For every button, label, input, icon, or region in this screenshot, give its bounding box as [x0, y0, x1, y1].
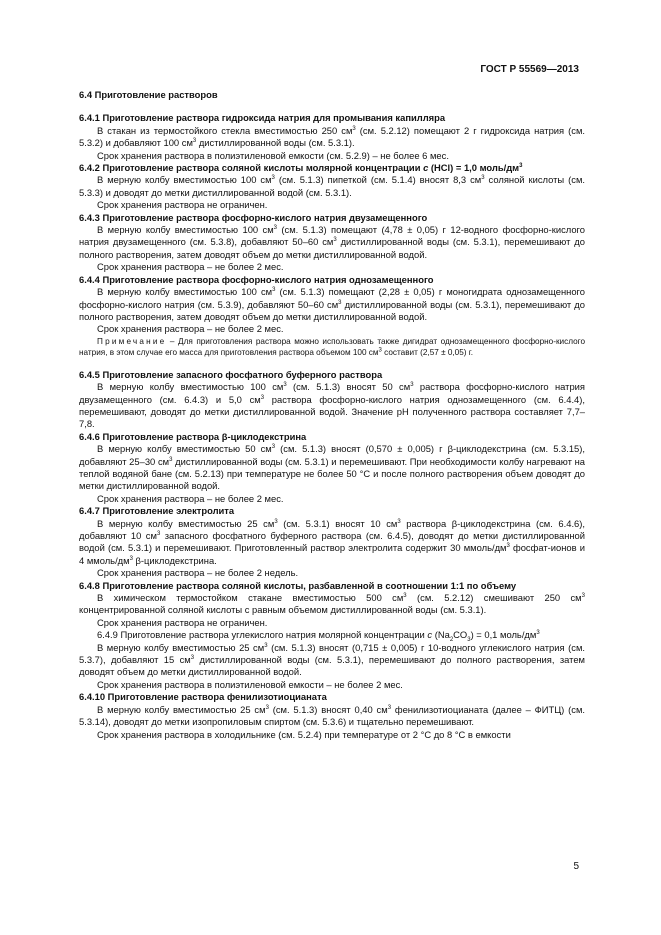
note-label: Примечание	[97, 336, 167, 346]
section-6-4-8-title: 6.4.8 Приготовление раствора соляной кислоты, разбавленной в соотношении 1:1 по объему	[79, 579, 517, 591]
section-6-4-4-note: Примечание – Для приготовления раствора можно использовать также дигидрат однозамещенного фосфорно-кислого натрия, в этом случае его масса для приготовления раствора объемом 100 $см^3$ составит (2,57 ± 0,05) г.	[79, 336, 585, 357]
section-6-4-4-title: 6.4.4 Приготовление раствора фосфорно-кислого натрия однозамещенного	[79, 273, 434, 285]
section-6-4-5-title: 6.4.5 Приготовление запасного фосфатного буферного раствора	[79, 368, 383, 380]
section-6-4-2-title: 6.4.2 Приготовление раствора соляной кислоты молярной концентрации с (HCl) = 1,0 моль/$дм^3$	[79, 162, 523, 174]
section-6-4-10-title: 6.4.10 Приготовление раствора фенилизотиоцианата	[79, 691, 327, 703]
section-6-4-1-paragraph: В стакан из термостойкого стекла вместимостью 250 $см^3$ (см. 5.2.12) помещают 2 г гидроксида натрия (см. 5.3.2) и добавляют 100 $см^3$ дистиллированной воды (см. 5.3.1).	[79, 124, 586, 149]
section-6-4-1-storage: Срок хранения раствора в полиэтиленовой емкости (см. 5.2.9) – не более 6 мес.	[97, 149, 449, 161]
section-6-4-8-storage: Срок хранения раствора не ограничен.	[97, 616, 268, 628]
section-6-4-5-paragraph: В мерную колбу вместимостью 100 $см^3$ (см. 5.1.3) вносят 50 $см^3$ раствора фосфорно-кислого натрия двузамещенного (см. 6.4.3) и 5,0 $см^3$ раствора фосфорно-кислого натрия однозамещенного (см. 6.4.4), перемешивают, доводят до метки дистиллированной водой. Значение pH полученного раствора составляет 7,7–7,8.	[79, 381, 585, 430]
section-6-4-7-paragraph: В мерную колбу вместимостью 25 $см^3$ (см. 5.3.1) вносят 10 $см^3$ раствора β-циклодекстрина (см. 6.4.6), добавляют 10 $см^3$ запасного фосфатного буферного раствора (см. 6.4.5), доводят до метки дистиллированной водой (см. 5.3.1) и перемешивают. Приготовленный раствор электролита содержит 30 ммоль/$дм^3$ фосфат-ионов и 4 ммоль/$дм^3$ β-циклодекстрина.	[79, 517, 585, 566]
section-6-4-10-storage: Срок хранения раствора в холодильнике (см. 5.2.4) при температуре от 2 °С до 8 °С в емкости	[97, 728, 511, 740]
section-6-4-8-paragraph: В химическом термостойком стакане вместимостью 500 $см^3$ (см. 5.2.12) смешивают 250 $см^3$ концентрированной соляной кислоты с равным объемом дистиллированной воды (см. 5.3.1).	[79, 592, 585, 616]
section-6-4-9-paragraph: В мерную колбу вместимостью 25 $см^3$ (см. 5.1.3) вносят (0,715 ± 0,005) г 10-водного углекислого натрия (см. 5.3.7), добавляют 15 $см^3$ дистиллированной воды (см. 5.3.1), перемешивают до полного растворения, затем доводят объем до метки дистиллированной водой.	[79, 641, 585, 678]
section-6-4-7-title: 6.4.7 Приготовление электролита	[79, 505, 235, 517]
section-6-4-title: 6.4 Приготовление растворов	[79, 89, 218, 100]
section-6-4-4-storage: Срок хранения раствора – не более 2 мес.	[97, 323, 284, 335]
section-6-4-3-storage: Срок хранения раствора – не более 2 мес.	[97, 261, 284, 273]
section-6-4-4-paragraph: В мерную колбу вместимостью 100 $см^3$ (см. 5.1.3) помещают (2,28 ± 0,05) г моногидрата однозамещенного фосфорно-кислого натрия (см. 5.3.9), добавляют 50–60 $см^3$ дистиллированной воды (см. 5.3.1), перемешивают до полного растворения, затем доводят объем до метки дистиллированной водой.	[79, 286, 585, 322]
section-6-4-1-title: 6.4.1 Приготовление раствора гидроксида натрия для промывания капилляра	[79, 112, 446, 124]
section-6-4-3-paragraph: В мерную колбу вместимостью 100 $см^3$ (см. 5.1.3) помещают (4,78 ± 0,05) г 12-водного фосфорно-кислого натрия двузамещенного (см. 5.3.8), добавляют 50–60 $см^3$ дистиллированной воды (см. 5.3.1), перемешивают до полного растворения, затем доводят объем до метки дистиллированной водой.	[79, 224, 585, 260]
standard-header: ГОСТ Р 55569—2013	[480, 64, 579, 75]
section-6-4-10-paragraph: В мерную колбу вместимостью 25 $см^3$ (см. 5.1.3) вносят 0,40 $см^3$ фенилизотиоцианата (далее – ФИТЦ) (см. 5.3.14), доводят до метки изопропиловым спиртом (см. 5.3.6) и тщательно перемешивают.	[79, 703, 585, 728]
section-6-4-9-storage: Срок хранения раствора в полиэтиленовой емкости – не более 2 мес.	[97, 678, 403, 690]
section-6-4-6-paragraph: В мерную колбу вместимостью 50 $см^3$ (см. 5.1.3) вносят (0,570 ± 0,005) г β-циклодекстрина (см. 5.3.15), добавляют 25–30 $см^3$ дистиллированной воды (см. 5.3.1) и перемешивают. При необходимости колбу нагревают на теплой водяной бане (см. 5.2.13) при температуре не более 50 °С и после полного растворения объем доводят до метки дистиллированной водой.	[79, 443, 585, 492]
page-content	[79, 89, 585, 741]
section-6-4-2-storage: Срок хранения раствора не ограничен.	[97, 199, 268, 211]
section-6-4-3-title: 6.4.3 Приготовление раствора фосфорно-кислого натрия двузамещенного	[79, 211, 428, 223]
section-6-4-6-storage: Срок хранения раствора – не более 2 мес.	[97, 492, 284, 504]
section-6-4-2-paragraph: В мерную колбу вместимостью 100 $см^3$ (см. 5.1.3) пипеткой (см. 5.1.4) вносят 8,3 $см^3$ соляной кислоты (см. 5.3.3) и доводят до метки дистиллированной водой (см. 5.3.1).	[79, 174, 585, 198]
section-6-4-6-title: 6.4.6 Приготовление раствора β-циклодекстрина	[79, 430, 307, 442]
section-6-4-9-title: 6.4.9 Приготовление раствора углекислого натрия молярной концентрации c $(Na_2CO_3) = 0,1$ моль/$дм^3$	[97, 629, 540, 644]
page-number: 5	[573, 861, 579, 872]
section-6-4-7-storage: Срок хранения раствора – не более 2 недель.	[97, 567, 299, 579]
